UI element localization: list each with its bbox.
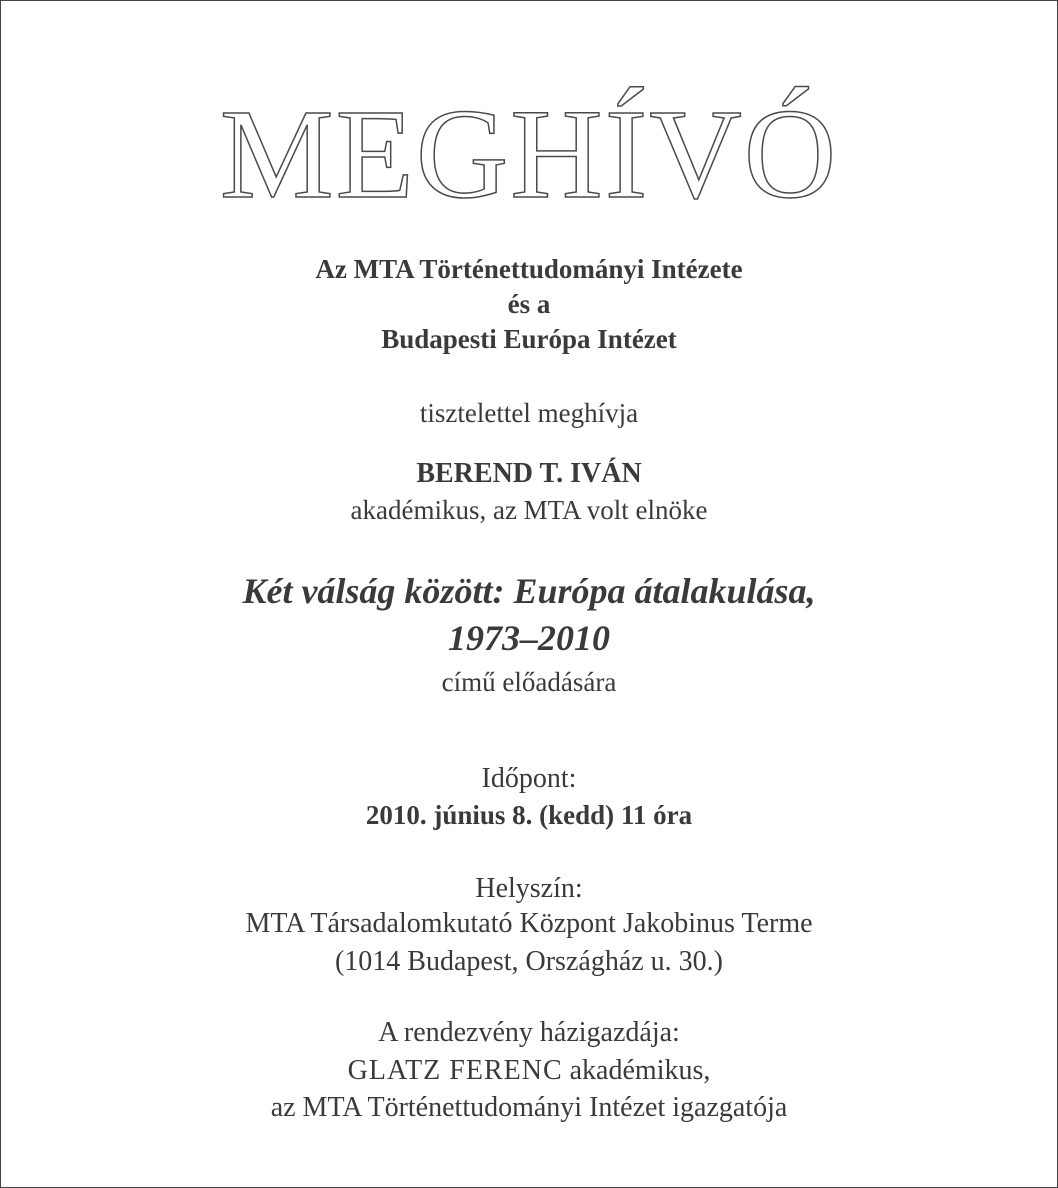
lecture-title-line1: Két válság között: Európa átalakulása, bbox=[242, 571, 816, 611]
venue-line1: MTA Társadalomkutató Központ Jakobinus Terme bbox=[245, 908, 813, 939]
host-institute-1: Az MTA Történettudományi Intézete bbox=[315, 254, 743, 284]
host-conjunction: és a bbox=[507, 289, 551, 319]
host-institute-2: Budapesti Európa Intézet bbox=[381, 324, 677, 354]
lecture-title-line2: 1973–2010 bbox=[448, 618, 610, 658]
speaker-role: akadémikus, az MTA volt elnöke bbox=[350, 495, 708, 525]
host-person-name: GLATZ FERENC bbox=[347, 1055, 563, 1086]
time-label: Időpont: bbox=[481, 763, 577, 794]
venue-label: Helyszín: bbox=[475, 873, 583, 904]
host-person-title: akadémikus, bbox=[569, 1055, 711, 1086]
invitation-title: MEGHÍVÓ bbox=[219, 83, 839, 225]
time-value: 2010. június 8. (kedd) 11 óra bbox=[365, 800, 693, 830]
venue-line2: (1014 Budapest, Országház u. 30.) bbox=[334, 946, 723, 977]
invites-text: tisztelettel meghívja bbox=[419, 398, 639, 428]
lecture-suffix: című előadására bbox=[441, 667, 617, 697]
host-person-label: A rendezvény házigazdája: bbox=[378, 1017, 680, 1048]
host-person-position: az MTA Történettudományi Intézet igazgatója bbox=[270, 1092, 788, 1123]
host-person-line bbox=[1, 1053, 1057, 1089]
speaker-name: BEREND T. IVÁN bbox=[416, 458, 642, 489]
